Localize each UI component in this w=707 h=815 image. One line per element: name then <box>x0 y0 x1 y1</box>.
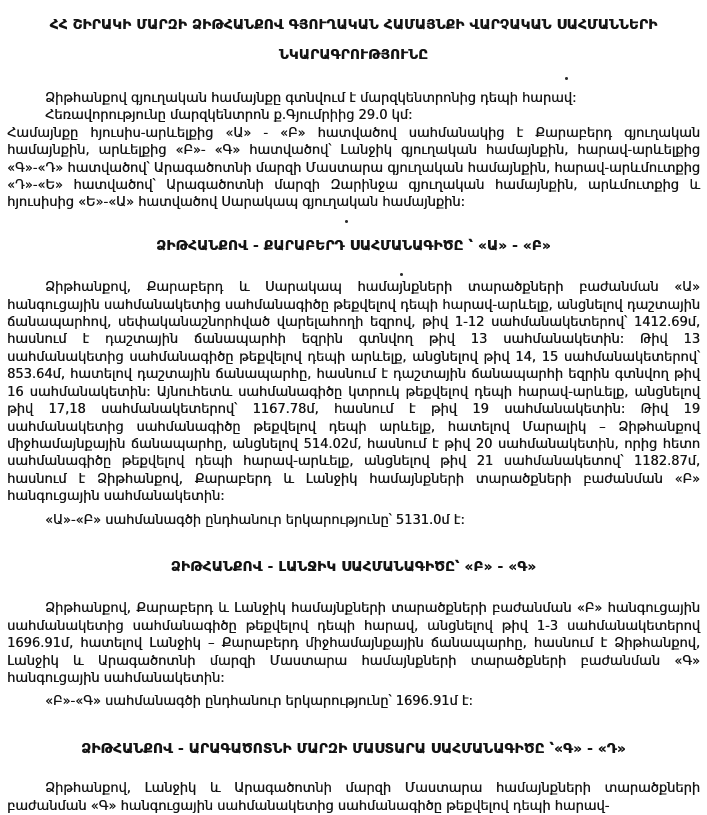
section-body-b-g: Ձիթհանքով, Քարաբերդ և Լանջիկ համայնքների տարածքների բաժանման «Բ» հանգուցային սահմանակետից սահմանագիծը թեքվելով դեպի հարավ, անցնելով թիվ 1-3 սահմանակետերով 1696.91մ, հատելով Լանջիկ – Քարաբերդ միջհամայնքային ճանապարհը, հասնում է Ձիթհանքով, Լանջիկ և Արագածոտնի մարզի Մաստարա համայնքների տարածքների բաժանման «Գ» հանգուցային սահմանակետին: <box>7 601 700 686</box>
intro-location-line: Ձիթհանքով գյուղական համայնքը գտնվում է մարզկենտրոնից դեպի հարավ: <box>45 91 577 106</box>
document-title-line1: ՀՀ ՇԻՐԱԿԻ ՄԱՐԶԻ ՁԻԹՀԱՆՔՈՎ ԳՅՈՒՂԱԿԱՆ ՀԱՄԱՅՆՔԻ ՎԱՐՉԱԿԱՆ ՍԱՀՄԱՆՆԵՐԻ <box>49 17 658 33</box>
section-total-a-b: «Ա»-«Բ» սահմանագծի ընդհանուր երկարությունը՝ 5131.0մ է: <box>45 512 465 528</box>
section-heading-g-d: ՁԻԹՀԱՆՔՈՎ - ԱՐԱԳԱԾՈՏՆԻ ՄԱՐԶԻ ՄԱՍՏԱՐԱ ՍԱՀՄԱՆԱԳԻԾԸ ՝«Գ» - «Դ» <box>81 740 626 757</box>
intro-borders-paragraph: Համայնքը հյուսիս-արևելքից «Ա» - «Բ» հատվածով սահմանակից է Քարաբերդ գյուղական համայնքին, արևելքից «Բ»- «Գ» հատվածով՝ Լանջիկ գյուղական համայնքին, հարավ-արևելքից «Գ»-«Դ» հատվածով՝ Արագածոտնի մարզի Մաստարա գյուղական համայնքին, հարավ-արևմուտքից «Դ»-«Ե» հատվածով՝ Արագածոտնի մարզի Զարինջա գյուղական համայնքին, արևմուտքից և հյուսիսից «Ե»-«Ա» հատվածով Սարակապ գյուղական համայնքին: <box>7 125 700 211</box>
section-total-b-g: «Բ»-«Գ» սահմանագծի ընդհանուր երկարությունը՝ 1696.91մ է: <box>45 694 473 710</box>
section-g-d <box>7 741 700 815</box>
intro-block <box>7 90 700 212</box>
document-title-line2: ՆԿԱՐԱԳՐՈՒԹՅՈՒՆԸ <box>278 47 429 63</box>
scan-speck <box>565 77 568 80</box>
document-title <box>7 10 700 70</box>
section-heading-b-g: ՁԻԹՀԱՆՔՈՎ - ԼԱՆՋԻԿ ՍԱՀՄԱՆԱԳԻԾԸ՝ «Բ» - «Գ» <box>170 558 537 575</box>
section-heading-a-b: ՁԻԹՀԱՆՔՈՎ - ՔԱՐԱԲԵՐԴ ՍԱՀՄԱՆԱԳԻԾԸ ՝ «Ա» - «Բ» <box>156 237 551 254</box>
section-body-a-b: Ձիթհանքով, Քարաբերդ և Սարակապ համայնքների տարածքների բաժանման «Ա» հանգուցային սահմանակետից սահմանագիծը թեքվելով դեպի հարավ-արևելք, անցնելով դաշտային ճանապարհով, սեփականաշնորհված վարելահողի եզրով, թիվ 1-12 սահմանակետերով՝ 1412.69մ, հասնում է դաշտային ճանապարհի եզրին գտնվող թիվ 13 սահմանակետին: Թիվ 13 սահմանակետից սահմանագիծը թեքվելով դեպի արևելք, անցնելով թիվ 14, 15 սահմանակետերով՝ 853.64մ, հատելով դաշտային ճանապարհը, հասնում է դաշտային ճանապարհի եզրին գտնվող թիվ 16 սահմանակետին: Այնուհետև սահմանագիծը կտրուկ թեքվելով դեպի հարավ-արևելք, անցնելով թիվ 17,18 սահմանակետերով՝ 1167.78մ, հասնում է թիվ 19 սահմանակետին: Թիվ 19 սահմանակետից սահմանագիծը թեքվելով դեպի արևելք, հատելով Մարալիկ – Ձիթհանքով միջհամայնքային ճանապարհը, անցնելով 514.02մ, հասնում է թիվ 20 սահմանակետին, որից հետո սահմանագիծը թեքվելով դեպի հարավ-արևելք, անցնելով թիվ 21 սահմանակետով՝ 1182.87մ, հասնում է Ձիթհանքով, Քարաբերդ և Լանջիկ համայնքների տարածքների բաժանման «Բ» հանգուցային սահմանակետին: <box>7 280 700 505</box>
section-a-b <box>7 238 700 529</box>
scan-speck <box>400 273 403 276</box>
section-body-g-d: Ձիթհանքով, Լանջիկ և Արագածոտնի մարզի Մաստարա համայնքների տարածքների բաժանման «Գ» հանգուցային սահմանակետից սահմանագիծը թեքվելով դեպի հարավ- <box>7 781 700 814</box>
section-b-g <box>7 559 700 711</box>
intro-distance-line: Հեռավորությունը մարզկենտրոն ք.Գյումրիից 29.0 կմ: <box>45 108 413 124</box>
scan-speck <box>345 220 348 223</box>
